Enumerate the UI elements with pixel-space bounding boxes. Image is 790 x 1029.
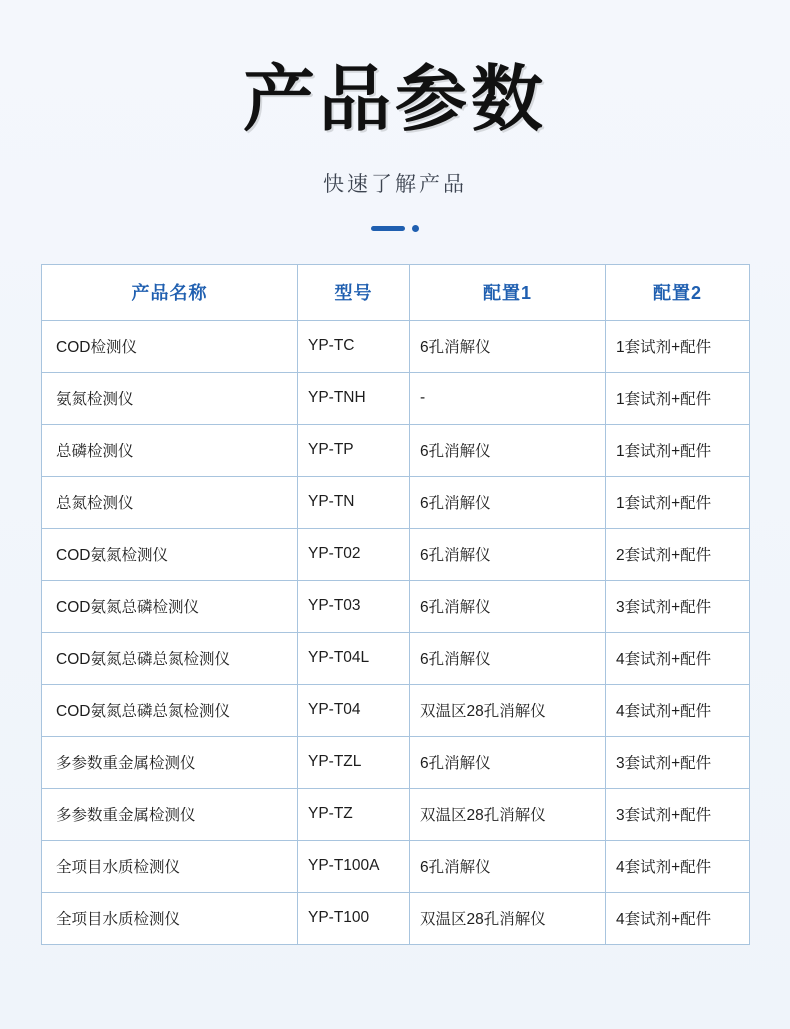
- cell-model: YP-TZL: [298, 736, 410, 788]
- page-subtitle: 快速了解产品: [323, 172, 467, 196]
- cell-config1: 6孔消解仪: [410, 580, 606, 632]
- table-row: [42, 476, 750, 528]
- cell-config2: 3套试剂+配件: [606, 736, 750, 788]
- spec-table-wrapper: [41, 264, 749, 945]
- cell-product-name: 氨氮检测仪: [42, 372, 298, 424]
- divider-bar-icon: [371, 226, 405, 231]
- column-header-config1: 配置1: [410, 264, 606, 320]
- cell-config1: 双温区28孔消解仪: [410, 788, 606, 840]
- cell-model: YP-TN: [298, 476, 410, 528]
- cell-product-name: COD氨氮检测仪: [42, 528, 298, 580]
- cell-model: YP-T100A: [298, 840, 410, 892]
- cell-config2: 1套试剂+配件: [606, 476, 750, 528]
- cell-config2: 4套试剂+配件: [606, 840, 750, 892]
- cell-product-name: COD氨氮总磷总氮检测仪: [42, 632, 298, 684]
- table-row: [42, 840, 750, 892]
- cell-config1: 6孔消解仪: [410, 476, 606, 528]
- cell-config2: 4套试剂+配件: [606, 892, 750, 944]
- column-header-model: 型号: [298, 264, 410, 320]
- table-row: [42, 424, 750, 476]
- cell-model: YP-TC: [298, 320, 410, 372]
- page-header: [0, 0, 790, 234]
- page-title: 产品参数: [242, 60, 547, 140]
- cell-product-name: 全项目水质检测仪: [42, 840, 298, 892]
- cell-product-name: COD检测仪: [42, 320, 298, 372]
- cell-model: YP-T03: [298, 580, 410, 632]
- section-divider: [0, 224, 790, 234]
- table-row: [42, 736, 750, 788]
- cell-config2: 3套试剂+配件: [606, 580, 750, 632]
- cell-config1: 双温区28孔消解仪: [410, 892, 606, 944]
- cell-config2: 4套试剂+配件: [606, 632, 750, 684]
- cell-model: YP-TZ: [298, 788, 410, 840]
- cell-config2: 1套试剂+配件: [606, 372, 750, 424]
- cell-config2: 2套试剂+配件: [606, 528, 750, 580]
- cell-model: YP-T100: [298, 892, 410, 944]
- cell-model: YP-TP: [298, 424, 410, 476]
- table-header-row: [42, 264, 750, 320]
- table-row: [42, 580, 750, 632]
- cell-product-name: 总氮检测仪: [42, 476, 298, 528]
- divider-dot-icon: [412, 225, 419, 232]
- cell-config2: 4套试剂+配件: [606, 684, 750, 736]
- table-row: [42, 320, 750, 372]
- table-row: [42, 684, 750, 736]
- cell-product-name: 多参数重金属检测仪: [42, 788, 298, 840]
- table-row: [42, 788, 750, 840]
- cell-config1: -: [410, 372, 606, 424]
- spec-table: [41, 264, 750, 945]
- cell-model: YP-T04L: [298, 632, 410, 684]
- cell-model: YP-T04: [298, 684, 410, 736]
- cell-config2: 3套试剂+配件: [606, 788, 750, 840]
- table-header: [42, 264, 750, 320]
- cell-product-name: COD氨氮总磷检测仪: [42, 580, 298, 632]
- cell-config2: 1套试剂+配件: [606, 320, 750, 372]
- column-header-product-name: 产品名称: [42, 264, 298, 320]
- cell-config1: 6孔消解仪: [410, 320, 606, 372]
- cell-product-name: 总磷检测仪: [42, 424, 298, 476]
- cell-product-name: 全项目水质检测仪: [42, 892, 298, 944]
- column-header-config2: 配置2: [606, 264, 750, 320]
- cell-config1: 6孔消解仪: [410, 528, 606, 580]
- cell-config1: 6孔消解仪: [410, 840, 606, 892]
- cell-config2: 1套试剂+配件: [606, 424, 750, 476]
- cell-config1: 6孔消解仪: [410, 632, 606, 684]
- cell-config1: 6孔消解仪: [410, 736, 606, 788]
- table-row: [42, 632, 750, 684]
- table-body: [42, 320, 750, 944]
- table-row: [42, 892, 750, 944]
- table-row: [42, 528, 750, 580]
- cell-product-name: 多参数重金属检测仪: [42, 736, 298, 788]
- cell-model: YP-TNH: [298, 372, 410, 424]
- cell-config1: 双温区28孔消解仪: [410, 684, 606, 736]
- cell-config1: 6孔消解仪: [410, 424, 606, 476]
- cell-product-name: COD氨氮总磷总氮检测仪: [42, 684, 298, 736]
- cell-model: YP-T02: [298, 528, 410, 580]
- table-row: [42, 372, 750, 424]
